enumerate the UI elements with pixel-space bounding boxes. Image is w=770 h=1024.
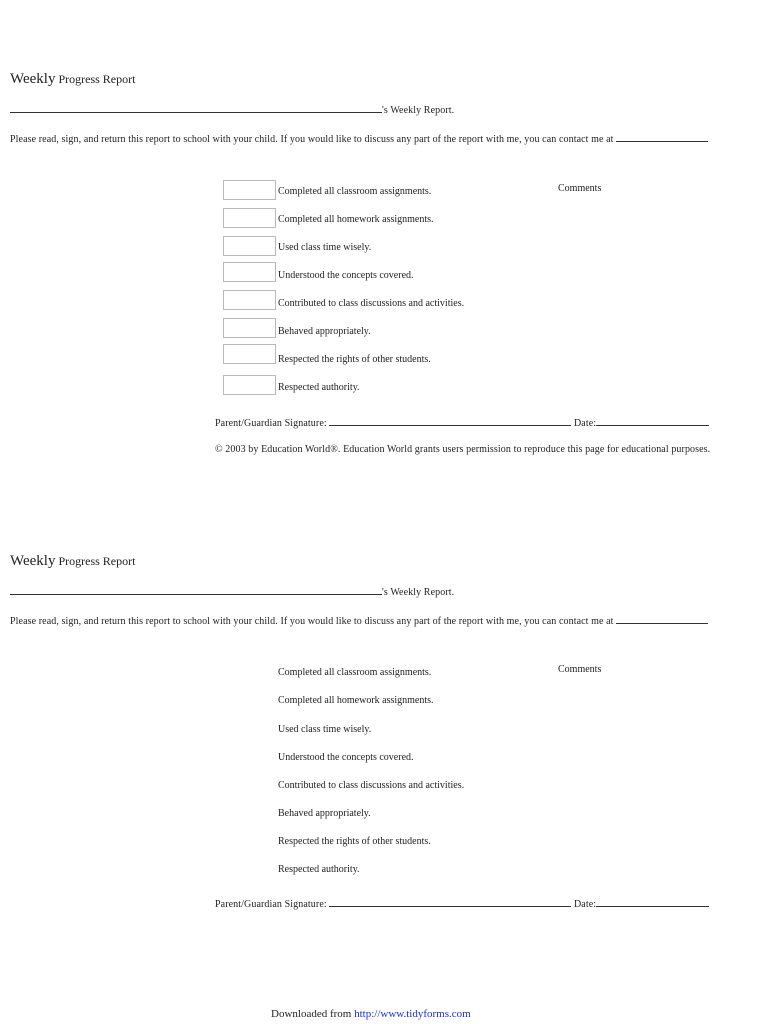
report2-title xyxy=(10,553,135,570)
report1-item: Used class time wisely. xyxy=(278,242,372,253)
report1-item: Completed all classroom assignments. xyxy=(278,186,432,197)
tidyforms-link[interactable]: http://www.tidyforms.com xyxy=(354,1008,471,1020)
checkbox-behaved[interactable] xyxy=(223,318,276,338)
report1-title-weekly: Weekly xyxy=(10,71,56,87)
checkbox-respected-rights[interactable] xyxy=(223,344,276,364)
date-label: Date: xyxy=(573,899,597,910)
downloaded-from-text: Downloaded from xyxy=(271,1008,355,1020)
report1-title xyxy=(10,71,135,88)
date-blank[interactable] xyxy=(596,897,709,907)
date-blank[interactable] xyxy=(596,416,709,426)
report1-comments-label: Comments xyxy=(558,183,602,194)
report1-item: Behaved appropriately. xyxy=(278,326,371,337)
contact-blank[interactable] xyxy=(616,132,708,142)
report1-item: Completed all homework assignments. xyxy=(278,214,434,225)
report2-item: Used class time wisely. xyxy=(278,724,372,735)
instructions-text: Please read, sign, and return this report to school with your child. If you would like to discuss any part of the report with me, you can contact me at xyxy=(10,616,614,627)
checkbox-homework-assignments[interactable] xyxy=(223,208,276,228)
report2-item: Completed all classroom assignments. xyxy=(278,667,432,678)
report2-item: Completed all homework assignments. xyxy=(278,695,434,706)
report1-copyright: © 2003 by Education World®. Education World grants users permission to reproduce this page for educational purposes. xyxy=(215,444,711,455)
report2-comments-label: Comments xyxy=(558,664,602,675)
report2-instructions xyxy=(10,614,708,627)
checkbox-respected-authority[interactable] xyxy=(223,375,276,395)
download-footer xyxy=(271,1008,471,1020)
checkbox-classroom-assignments[interactable] xyxy=(223,180,276,200)
report2-title-weekly: Weekly xyxy=(10,553,56,569)
report2-item: Behaved appropriately. xyxy=(278,808,371,819)
instructions-text: Please read, sign, and return this report to school with your child. If you would like to discuss any part of the report with me, you can contact me at xyxy=(10,134,614,145)
report2-item: Contributed to class discussions and activities. xyxy=(278,780,465,791)
report2-title-rest: Progress Report xyxy=(55,554,136,568)
report1-title-rest: Progress Report xyxy=(55,72,136,86)
signature-label: Parent/Guardian Signature: xyxy=(215,899,327,910)
report1-student-name-line xyxy=(10,103,454,116)
report1-item: Contributed to class discussions and activities. xyxy=(278,298,465,309)
signature-blank[interactable] xyxy=(329,416,571,426)
weekly-report-suffix: 's Weekly Report. xyxy=(382,587,455,598)
report1-item: Respected authority. xyxy=(278,382,360,393)
contact-blank[interactable] xyxy=(616,614,708,624)
report1-instructions xyxy=(10,132,708,145)
student-name-blank[interactable] xyxy=(10,103,382,113)
report2-student-name-line xyxy=(10,585,454,598)
checkbox-concepts[interactable] xyxy=(223,262,276,282)
report1-item: Understood the concepts covered. xyxy=(278,270,414,281)
signature-label: Parent/Guardian Signature: xyxy=(215,418,327,429)
checkbox-discussions[interactable] xyxy=(223,290,276,310)
report2-item: Understood the concepts covered. xyxy=(278,752,414,763)
report2-signature-row xyxy=(215,897,709,910)
weekly-report-suffix: 's Weekly Report. xyxy=(382,105,455,116)
report1-item: Respected the rights of other students. xyxy=(278,354,431,365)
report1-signature-row xyxy=(215,416,709,429)
report2-item: Respected the rights of other students. xyxy=(278,836,431,847)
checkbox-class-time[interactable] xyxy=(223,236,276,256)
report2-item: Respected authority. xyxy=(278,864,360,875)
date-label: Date: xyxy=(573,418,597,429)
signature-blank[interactable] xyxy=(329,897,571,907)
student-name-blank[interactable] xyxy=(10,585,382,595)
